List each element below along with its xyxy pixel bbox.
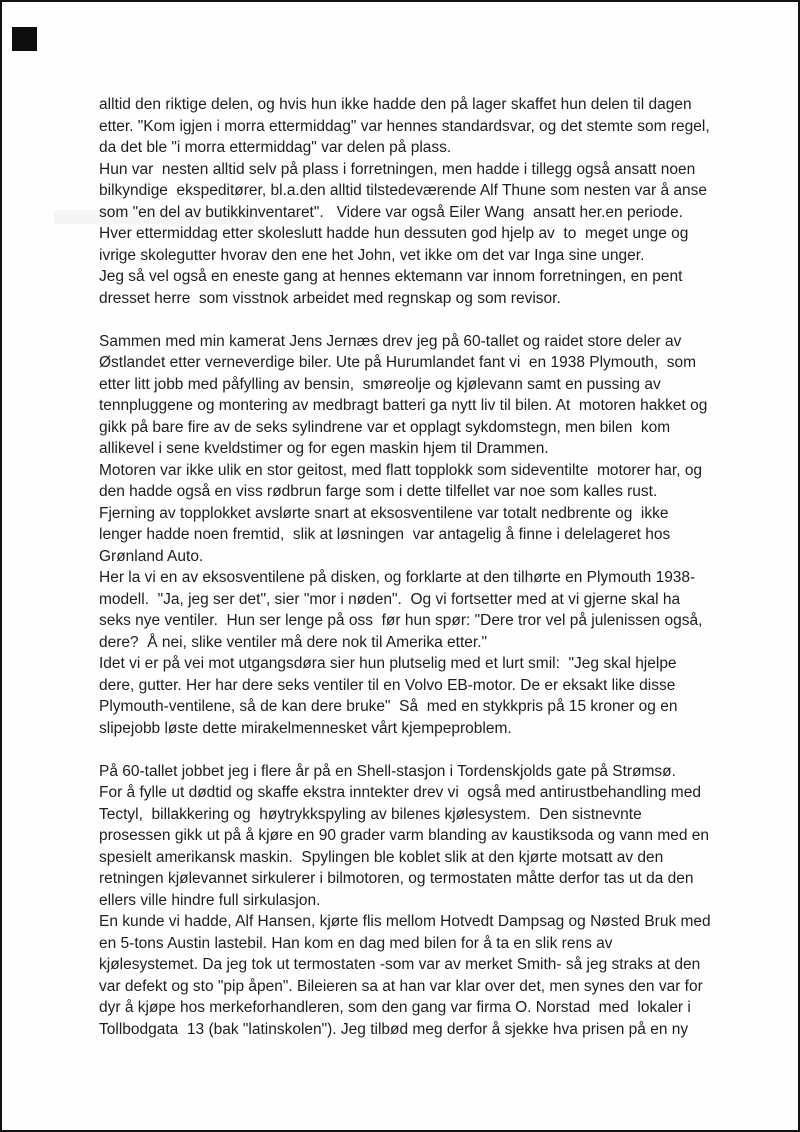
text-line: dyr å kjøpe hos merkeforhandleren, som den gang var firma O. Norstad med lokaler i [99,999,691,1016]
text-line: Østlandet etter verneverdige biler. Ute på Hurumlandet fant vi en 1938 Plymouth, som [99,354,697,371]
text-line: ivrige skolegutter hvorav den ene het John, vet ikke om det var Inga sine unger. [99,246,645,264]
text-line: som "en del av butikkinventaret". Videre var også Eiler Wang ansatt her.en periode. [99,203,683,221]
text-line: spesielt amerikansk maskin. Spylingen ble koblet slik at den kjørte motsatt av den [99,848,664,866]
text-line: slipejobb løste dette mirakelmennesket vårt kjempeproblem. [99,719,512,737]
text-line: prosessen gikk ut på å kjøre en 90 grader varm blanding av kaustiksoda og vann med en [99,827,710,844]
text-line: en 5-tons Austin lastebil. Han kom en dag med bilen for å ta en slik rens av [99,934,613,952]
text-line: var defekt og sto "pip åpen". Bileieren sa at han var klar over det, men synes den var for [99,977,703,995]
text-line: gikk på bare fire av de seks sylindrene var et opplagt sykdomstegn, men bilen kom [99,418,671,436]
text-line: Fjerning av topplokket avslørte snart at eksosventilene var totalt nedbrente og ikke [99,504,669,522]
text-line: Tollbodgata 13 (bak "latinskolen"). Jeg tilbød meg derfor å sjekke hva prisen på en ny [99,1020,689,1038]
text-line: Her la vi en av eksosventilene på disken, og forklarte at den tilhørte en Plymouth 1938- [99,569,696,586]
text-line: Sammen med min kamerat Jens Jernæs drev jeg på 60-tallet og raidet store deler av [99,332,682,350]
text-line: Grønland Auto. [99,547,204,565]
text-line: modell. "Ja, jeg ser det", sier "mor i nøden". Og vi fortsetter med at vi gjerne skal ha [99,590,681,608]
text-line [99,309,729,331]
text-line: bilkyndige ekspeditører, bl.a.den alltid tilstedeværende Alf Thune som nesten var å anse [99,182,708,199]
text-line: dere? Å nei, slike ventiler må dere nok til Amerika etter." [99,633,488,651]
text-line: kjølesystemet. Da jeg tok ut termostaten -som var av merket Smith- så jeg straks at den [99,956,701,973]
text-line: Hun var nesten alltid selv på plass i forretningen, men hadde i tillegg også ansatt noen [99,160,696,178]
text-line: tennpluggene og montering av medbragt batteri ga nytt liv til bilen. At motoren hakket og [99,397,708,414]
text-line: Tectyl, billakkering og høytrykkspyling av bilenes kjølesystem. Den sistnevnte [99,805,642,823]
text-line: ellers ville hindre full sirkulasjon. [99,891,321,909]
text-line: den hadde også en viss rødbrun farge som i dette tilfellet var noe som kalles rust. [99,483,658,500]
text-line: Hver ettermiddag etter skoleslutt hadde hun dessuten god hjelp av to meget unge og [99,225,689,242]
document-text-block [99,94,729,1040]
text-line: For å fylle ut dødtid og skaffe ekstra inntekter drev vi også med antirustbehandling med [99,784,701,801]
scan-corner-mark [12,27,37,51]
text-line: dresset herre som visstnok arbeidet med regnskap og som revisor. [99,289,561,307]
text-line: En kunde vi hadde, Alf Hansen, kjørte flis mellom Hotvedt Dampsag og Nøsted Bruk med [99,913,711,930]
text-line: da det ble "i morra ettermiddag" var delen på plass. [99,139,452,156]
text-line: etter. "Kom igjen i morra ettermiddag" var hennes standardsvar, og det stemte som regel, [99,117,710,135]
text-line: Jeg så vel også en eneste gang at hennes ektemann var innom forretningen, en pent [99,268,683,285]
text-line: etter litt jobb med påfylling av bensin, smøreolje og kjølevann samt en pussing av [99,375,661,393]
text-line: Plymouth-ventilene, så de kan dere bruke" Så med en stykkpris på 15 kroner og en [99,698,678,715]
text-line: seks nye ventiler. Hun ser lenge på oss før hun spør: "Dere tror vel på julenissen også, [99,612,703,629]
text-line: retningen kjølevannet sirkulerer i bilmotoren, og termostaten måtte derfor tas ut da den [99,870,694,887]
text-line: dere, gutter. Her har dere seks ventiler til en Volvo EB-motor. De er eksakt like disse [99,676,676,694]
text-line [99,739,729,761]
text-line: lenger hadde noen fremtid, slik at løsningen var antagelig å finne i delelageret hos [99,526,671,543]
text-line: allikevel i sene kveldstimer og for egen maskin hjem til Drammen. [99,440,549,457]
text-line: alltid den riktige delen, og hvis hun ikke hadde den på lager skaffet hun delen til dagen [99,96,692,113]
text-line: Motoren var ikke ulik en stor geitost, med flatt topplokk som sideventilte motorer har, og [99,461,703,479]
text-line: Idet vi er på vei mot utgangsdøra sier hun plutselig med et lurt smil: "Jeg skal hjelpe [99,655,677,672]
text-line: På 60-tallet jobbet jeg i flere år på en Shell-stasjon i Tordenskjolds gate på Strømsø. [99,762,676,780]
